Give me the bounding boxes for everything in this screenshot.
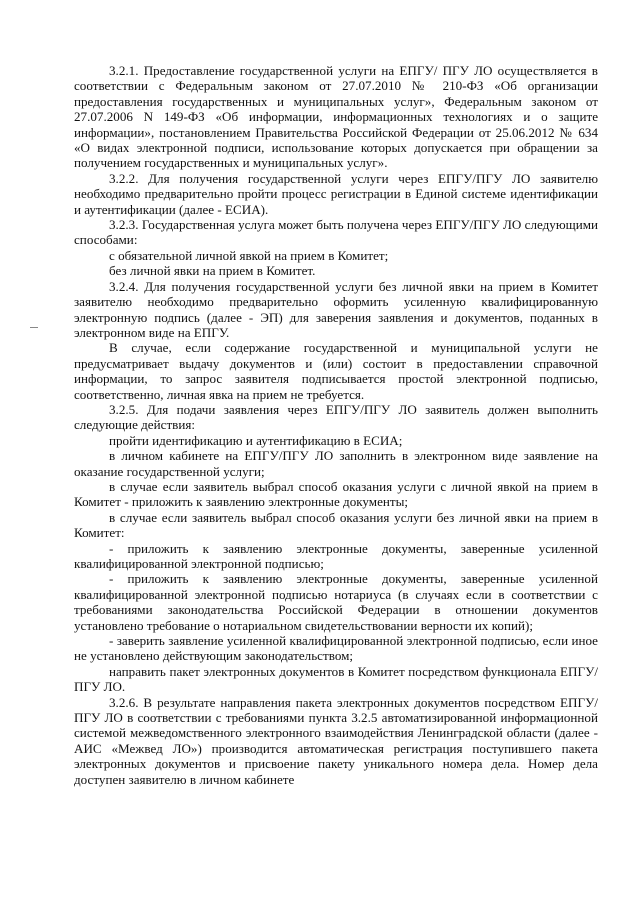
list-item-with-visit: с обязательной личной явкой на прием в Комитет; (109, 247, 389, 263)
substep-notary-signature: - приложить к заявлению электронные документы, заверенные усиленной квалифицированной электронной подписью нотариуса (в случаях если в соответствии с требованиями законодательства Российской Федерации в отношении документов установлено требование о нотариальном свидетельствовании верности их копий); (74, 571, 598, 633)
step-esia: пройти идентификацию и аутентификацию в ЕСИА; (109, 432, 403, 448)
margin-mark (30, 327, 38, 328)
paragraph-simple-signature: В случае, если содержание государственной и муниципальной услуги не предусматривает выдачу документов и (или) состоит в предоставлении справочной информации, то запрос заявителя подписывается простой электронной подписью, соответственно, личная явка на прием не требуется. (74, 340, 598, 402)
substep-sign-application: - заверить заявление усиленной квалифицированной электронной подписью, если иное не установлено действующим законодательством; (74, 633, 598, 664)
paragraph-3-2-1: 3.2.1. Предоставление государственной услуги на ЕПГУ/ ПГУ ЛО осуществляется в соответствии с Федеральным законом от 27.07.2010 № 210-ФЗ «Об организации предоставления государственных и муниципальных услуг», Федеральным законом от 27.07.2006 N 149-ФЗ «Об информации, информационных технологиях и о защите информации», постановлением Правительства Российской Федерации от 25.06.2012 № 634 «О видах электронной подписи, использование которых допускается при обращении за получением государственных и муниципальных услуг». (74, 63, 598, 171)
paragraph-3-2-2: 3.2.2. Для получения государственной услуги через ЕПГУ/ПГУ ЛО заявителю необходимо предварительно пройти процесс регистрации в Единой системе идентификации и аутентификации (далее - ЕСИА). (74, 170, 598, 217)
paragraph-3-2-6: 3.2.6. В результате направления пакета электронных документов посредством ЕПГУ/ПГУ ЛО в соответствии с требованиями пункта 3.2.5 автоматизированной информационной системой межведомственного электронного взаимодействия Ленинградской области (далее - АИС «Межвед ЛО») производится автоматическая регистрация поступившего пакета электронных документов и присвоение пакету уникального номера дела. Номер дела доступен заявителю в личном кабинете (74, 694, 598, 787)
step-fill-application: в личном кабинете на ЕПГУ/ПГУ ЛО заполнить в электронном виде заявление на оказание государственной услуги; (74, 448, 598, 479)
substep-qualified-signature: - приложить к заявлению электронные документы, заверенные усиленной квалифицированной электронной подписью; (74, 540, 598, 571)
list-item-without-visit: без личной явки на прием в Комитет. (109, 263, 316, 279)
step-with-visit: в случае если заявитель выбрал способ оказания услуги с личной явкой на прием в Комитет - приложить к заявлению электронные документы; (74, 478, 598, 510)
step-without-visit: в случае если заявитель выбрал способ оказания услуги без личной явки на прием в Комитет: (74, 509, 598, 541)
paragraph-3-2-3: 3.2.3. Государственная услуга может быть получена через ЕПГУ/ПГУ ЛО следующими способами: (74, 217, 598, 248)
document-page (74, 63, 598, 787)
paragraph-3-2-5: 3.2.5. Для подачи заявления через ЕПГУ/ПГУ ЛО заявитель должен выполнить следующие действия: (74, 401, 598, 433)
step-send-package: направить пакет электронных документов в Комитет посредством функционала ЕПГУ/ПГУ ЛО. (74, 663, 598, 695)
paragraph-3-2-4: 3.2.4. Для получения государственной услуги без личной явки на прием в Комитет заявителю необходимо предварительно оформить усиленную квалифицированную электронную подпись (далее - ЭП) для заверения заявления и документов, поданных в электронном виде на ЕПГУ. (74, 278, 598, 340)
